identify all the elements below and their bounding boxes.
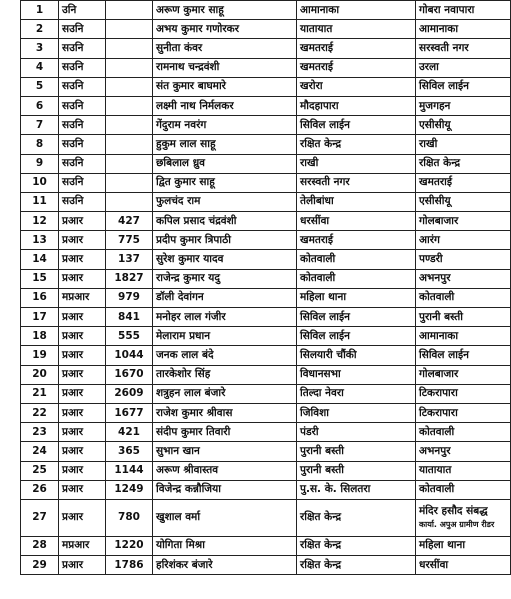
badge-number-cell: 427 xyxy=(106,212,153,231)
current-posting-cell: विधानसभा xyxy=(297,365,416,384)
serial-number-cell: 25 xyxy=(21,461,59,480)
current-posting-cell: पंडरी xyxy=(297,423,416,442)
serial-number-cell: 18 xyxy=(21,327,59,346)
officer-name-cell: राजेन्द्र कुमार यदु xyxy=(153,269,297,288)
current-posting-cell: जिविशा xyxy=(297,403,416,422)
officer-name-cell: छबिलाल ध्रुव xyxy=(153,154,297,173)
new-posting-line2: कार्या. अपुअ ग्रामीण रीडर xyxy=(419,519,495,529)
badge-number-cell: 780 xyxy=(106,499,153,536)
badge-number-cell: 775 xyxy=(106,231,153,250)
badge-number-cell xyxy=(106,58,153,77)
new-posting-cell: उरला xyxy=(416,58,511,77)
current-posting-cell: पु.स. के. सिलतरा xyxy=(297,480,416,499)
table-row xyxy=(21,308,511,327)
new-posting-cell: एसीसीयू xyxy=(416,116,511,135)
current-posting-cell: यातायात xyxy=(297,20,416,39)
table-row xyxy=(21,20,511,39)
table-row xyxy=(21,39,511,58)
serial-number-cell: 12 xyxy=(21,212,59,231)
officer-name-cell: शत्रुहन लाल बंजारे xyxy=(153,384,297,403)
badge-number-cell: 841 xyxy=(106,308,153,327)
rank-cell: सउनि xyxy=(59,20,106,39)
serial-number-cell: 2 xyxy=(21,20,59,39)
table-row xyxy=(21,384,511,403)
current-posting-cell: मौदहापारा xyxy=(297,96,416,115)
table-row xyxy=(21,269,511,288)
new-posting-cell: राखी xyxy=(416,135,511,154)
serial-number-cell: 22 xyxy=(21,403,59,422)
serial-number-cell: 27 xyxy=(21,499,59,536)
badge-number-cell: 1249 xyxy=(106,480,153,499)
serial-number-cell: 13 xyxy=(21,231,59,250)
rank-cell: प्रआर xyxy=(59,231,106,250)
rank-cell: प्रआर xyxy=(59,480,106,499)
officer-name-cell: जनक लाल बंदे xyxy=(153,346,297,365)
rank-cell: सउनि xyxy=(59,173,106,192)
serial-number-cell: 26 xyxy=(21,480,59,499)
badge-number-cell: 1220 xyxy=(106,536,153,555)
new-posting-cell: अभनपुर xyxy=(416,269,511,288)
table-row xyxy=(21,423,511,442)
new-posting-cell: गोबरा नवापारा xyxy=(416,1,511,20)
rank-cell: प्रआर xyxy=(59,556,106,575)
officer-name-cell: हुकुम लाल साहू xyxy=(153,135,297,154)
table-row xyxy=(21,96,511,115)
current-posting-cell: तेलीबांधा xyxy=(297,192,416,211)
rank-cell: सउनि xyxy=(59,192,106,211)
badge-number-cell xyxy=(106,20,153,39)
rank-cell: प्रआर xyxy=(59,423,106,442)
current-posting-cell: आमानाका xyxy=(297,1,416,20)
current-posting-cell: तिल्दा नेवरा xyxy=(297,384,416,403)
badge-number-cell xyxy=(106,135,153,154)
serial-number-cell: 19 xyxy=(21,346,59,365)
badge-number-cell: 1786 xyxy=(106,556,153,575)
table-row xyxy=(21,250,511,269)
new-posting-cell: आमानाका xyxy=(416,327,511,346)
rank-cell: सउनि xyxy=(59,39,106,58)
new-posting-cell: सिविल लाईन xyxy=(416,77,511,96)
serial-number-cell: 11 xyxy=(21,192,59,211)
rank-cell: प्रआर xyxy=(59,384,106,403)
table-row xyxy=(21,192,511,211)
table-row xyxy=(21,288,511,307)
officer-name-cell: अरूण कुमार साहू xyxy=(153,1,297,20)
rank-cell: प्रआर xyxy=(59,461,106,480)
current-posting-cell: खमतराई xyxy=(297,58,416,77)
current-posting-cell: रक्षित केन्द्र xyxy=(297,556,416,575)
officer-name-cell: कपिल प्रसाद चंद्रवंशी xyxy=(153,212,297,231)
new-posting-cell: महिला थाना xyxy=(416,536,511,555)
new-posting-cell: यातायात xyxy=(416,461,511,480)
current-posting-cell: रक्षित केन्द्र xyxy=(297,135,416,154)
officer-name-cell: लक्ष्मी नाथ निर्मलकर xyxy=(153,96,297,115)
table-row xyxy=(21,365,511,384)
new-posting-cell: आरंग xyxy=(416,231,511,250)
officer-name-cell: योगिता मिश्रा xyxy=(153,536,297,555)
serial-number-cell: 5 xyxy=(21,77,59,96)
serial-number-cell: 10 xyxy=(21,173,59,192)
rank-cell: मप्रआर xyxy=(59,536,106,555)
current-posting-cell: कोतवाली xyxy=(297,269,416,288)
officer-name-cell: अरूण श्रीवास्तव xyxy=(153,461,297,480)
table-row xyxy=(21,231,511,250)
new-posting-cell: आमानाका xyxy=(416,20,511,39)
table-row xyxy=(21,346,511,365)
rank-cell: मप्रआर xyxy=(59,288,106,307)
table-row xyxy=(21,212,511,231)
badge-number-cell: 2609 xyxy=(106,384,153,403)
rank-cell: प्रआर xyxy=(59,442,106,461)
serial-number-cell: 16 xyxy=(21,288,59,307)
badge-number-cell xyxy=(106,1,153,20)
serial-number-cell: 14 xyxy=(21,250,59,269)
badge-number-cell: 365 xyxy=(106,442,153,461)
table-row xyxy=(21,499,511,536)
rank-cell: सउनि xyxy=(59,116,106,135)
current-posting-cell: सरस्वती नगर xyxy=(297,173,416,192)
new-posting-cell: टिकरापारा xyxy=(416,384,511,403)
table-row xyxy=(21,480,511,499)
table-row xyxy=(21,1,511,20)
serial-number-cell: 4 xyxy=(21,58,59,77)
current-posting-cell: सिविल लाईन xyxy=(297,308,416,327)
badge-number-cell xyxy=(106,77,153,96)
current-posting-cell: कोतवाली xyxy=(297,250,416,269)
serial-number-cell: 29 xyxy=(21,556,59,575)
rank-cell: प्रआर xyxy=(59,250,106,269)
officer-name-cell: द्वित कुमार साहू xyxy=(153,173,297,192)
new-posting-cell: मुजगहन xyxy=(416,96,511,115)
officer-name-cell: विजेन्द्र कन्नौजिया xyxy=(153,480,297,499)
badge-number-cell xyxy=(106,173,153,192)
officer-name-cell: हरिशंकर बंजारे xyxy=(153,556,297,575)
rank-cell: प्रआर xyxy=(59,499,106,536)
table-row xyxy=(21,442,511,461)
officer-name-cell: सुभान खान xyxy=(153,442,297,461)
badge-number-cell: 1670 xyxy=(106,365,153,384)
rank-cell: प्रआर xyxy=(59,327,106,346)
badge-number-cell: 137 xyxy=(106,250,153,269)
badge-number-cell: 555 xyxy=(106,327,153,346)
new-posting-line1: मंदिर हसौद संबद्ध xyxy=(419,504,488,517)
rank-cell: प्रआर xyxy=(59,346,106,365)
officer-name-cell: डॉली देवांगन xyxy=(153,288,297,307)
table-row xyxy=(21,154,511,173)
badge-number-cell xyxy=(106,96,153,115)
new-posting-cell: सरस्वती नगर xyxy=(416,39,511,58)
officer-name-cell: मनोहर लाल गंजीर xyxy=(153,308,297,327)
rank-cell: प्रआर xyxy=(59,403,106,422)
officer-name-cell: खुशाल वर्मा xyxy=(153,499,297,536)
new-posting-cell xyxy=(416,499,511,536)
new-posting-cell: कोतवाली xyxy=(416,480,511,499)
current-posting-cell: सिविल लाईन xyxy=(297,327,416,346)
officer-name-cell: सुरेश कुमार यादव xyxy=(153,250,297,269)
table-row xyxy=(21,556,511,575)
serial-number-cell: 20 xyxy=(21,365,59,384)
current-posting-cell: पुरानी बस्ती xyxy=(297,461,416,480)
current-posting-cell: पुरानी बस्ती xyxy=(297,442,416,461)
current-posting-cell: खरोरा xyxy=(297,77,416,96)
current-posting-cell: रक्षित केन्द्र xyxy=(297,536,416,555)
serial-number-cell: 1 xyxy=(21,1,59,20)
current-posting-cell: सिविल लाईन xyxy=(297,116,416,135)
badge-number-cell xyxy=(106,116,153,135)
table-row xyxy=(21,327,511,346)
serial-number-cell: 6 xyxy=(21,96,59,115)
officer-name-cell: संत कुमार बाघमारे xyxy=(153,77,297,96)
rank-cell: सउनि xyxy=(59,96,106,115)
rank-cell: प्रआर xyxy=(59,308,106,327)
officer-name-cell: रामनाथ चन्द्रवंशी xyxy=(153,58,297,77)
new-posting-cell: अभनपुर xyxy=(416,442,511,461)
badge-number-cell: 1144 xyxy=(106,461,153,480)
table-row xyxy=(21,461,511,480)
rank-cell: प्रआर xyxy=(59,212,106,231)
rank-cell: सउनि xyxy=(59,58,106,77)
serial-number-cell: 8 xyxy=(21,135,59,154)
officer-name-cell: प्रदीप कुमार त्रिपाठी xyxy=(153,231,297,250)
serial-number-cell: 15 xyxy=(21,269,59,288)
new-posting-cell: कोतवाली xyxy=(416,288,511,307)
officer-name-cell: अभय कुमार गणोरकर xyxy=(153,20,297,39)
new-posting-cell: धरसींवा xyxy=(416,556,511,575)
serial-number-cell: 7 xyxy=(21,116,59,135)
table-row xyxy=(21,403,511,422)
new-posting-cell: पण्डरी xyxy=(416,250,511,269)
current-posting-cell: सिलयारी चौंकी xyxy=(297,346,416,365)
table-row xyxy=(21,173,511,192)
serial-number-cell: 17 xyxy=(21,308,59,327)
new-posting-cell: कोतवाली xyxy=(416,423,511,442)
rank-cell: सउनि xyxy=(59,77,106,96)
officer-name-cell: तारकेशोर सिंह xyxy=(153,365,297,384)
serial-number-cell: 21 xyxy=(21,384,59,403)
officer-name-cell: संदीप कुमार तिवारी xyxy=(153,423,297,442)
officer-name-cell: सुनीता कंवर xyxy=(153,39,297,58)
table-row xyxy=(21,77,511,96)
badge-number-cell: 1677 xyxy=(106,403,153,422)
current-posting-cell: महिला थाना xyxy=(297,288,416,307)
new-posting-cell: रक्षित केन्द्र xyxy=(416,154,511,173)
serial-number-cell: 28 xyxy=(21,536,59,555)
new-posting-cell: खमतराई xyxy=(416,173,511,192)
transfer-table-body xyxy=(21,1,511,575)
new-posting-cell: टिकरापारा xyxy=(416,403,511,422)
rank-cell: उनि xyxy=(59,1,106,20)
current-posting-cell: खमतराई xyxy=(297,39,416,58)
rank-cell: प्रआर xyxy=(59,269,106,288)
new-posting-cell: सिविल लाईन xyxy=(416,346,511,365)
current-posting-cell: राखी xyxy=(297,154,416,173)
transfer-table xyxy=(20,0,511,575)
table-row xyxy=(21,116,511,135)
badge-number-cell xyxy=(106,192,153,211)
badge-number-cell xyxy=(106,39,153,58)
new-posting-cell: पुरानी बस्ती xyxy=(416,308,511,327)
serial-number-cell: 3 xyxy=(21,39,59,58)
badge-number-cell: 421 xyxy=(106,423,153,442)
officer-name-cell: फुलचंद राम xyxy=(153,192,297,211)
table-row xyxy=(21,536,511,555)
table-row xyxy=(21,58,511,77)
new-posting-cell: गोलबाजार xyxy=(416,212,511,231)
current-posting-cell: धरसींवा xyxy=(297,212,416,231)
badge-number-cell: 1827 xyxy=(106,269,153,288)
serial-number-cell: 9 xyxy=(21,154,59,173)
current-posting-cell: रक्षित केन्द्र xyxy=(297,499,416,536)
badge-number-cell: 1044 xyxy=(106,346,153,365)
table-row xyxy=(21,135,511,154)
rank-cell: प्रआर xyxy=(59,365,106,384)
serial-number-cell: 23 xyxy=(21,423,59,442)
badge-number-cell: 979 xyxy=(106,288,153,307)
current-posting-cell: खमतराई xyxy=(297,231,416,250)
new-posting-cell: गोलबाजार xyxy=(416,365,511,384)
officer-name-cell: गेंदुराम नवरंग xyxy=(153,116,297,135)
rank-cell: सउनि xyxy=(59,154,106,173)
officer-name-cell: मेलाराम प्रधान xyxy=(153,327,297,346)
serial-number-cell: 24 xyxy=(21,442,59,461)
rank-cell: सउनि xyxy=(59,135,106,154)
officer-name-cell: राजेश कुमार श्रीवास xyxy=(153,403,297,422)
badge-number-cell xyxy=(106,154,153,173)
new-posting-cell: एसीसीयू xyxy=(416,192,511,211)
